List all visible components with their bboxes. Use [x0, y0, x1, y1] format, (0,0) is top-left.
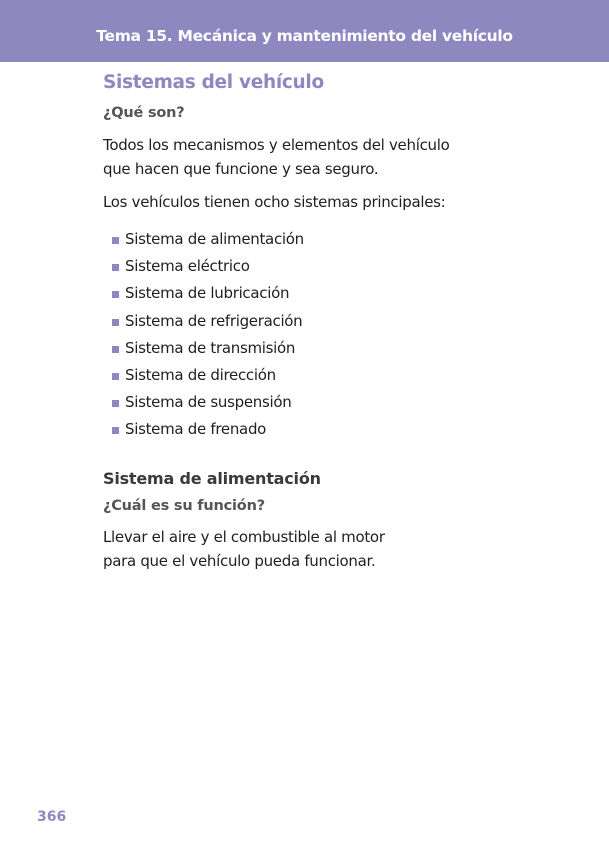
list-item [112, 339, 304, 366]
header-band [0, 0, 609, 62]
list-item [112, 420, 304, 447]
section-answer-line: Todos los mecanismos y elementos del vehículo [103, 136, 450, 154]
subsection-answer [103, 525, 385, 573]
list-item-label: Sistema de transmisión [125, 338, 296, 357]
subsection-title: Sistema de alimentación [103, 469, 321, 488]
section-answer-line: que hacen que funcione y sea seguro. [103, 160, 379, 178]
list-item [112, 284, 304, 311]
list-item-label: Sistema de dirección [125, 365, 276, 384]
list-item-label: Sistema eléctrico [125, 257, 250, 276]
systems-intro: Los vehículos tienen ocho sistemas principales: [103, 193, 446, 211]
list-item [112, 312, 304, 339]
section-question: ¿Qué son? [103, 105, 185, 121]
subsection-question: ¿Cuál es su función? [103, 498, 265, 514]
list-item-label: Sistema de alimentación [125, 230, 304, 248]
list-item [112, 257, 304, 284]
list-item-label: Sistema de refrigeración [125, 311, 303, 330]
square-bullet-icon [112, 373, 119, 380]
square-bullet-icon [112, 427, 119, 434]
page-number: 366 [37, 809, 67, 825]
chapter-title: Tema 15. Mecánica y mantenimiento del vehículo [96, 27, 513, 45]
square-bullet-icon [112, 291, 119, 298]
list-item-label: Sistema de suspensión [125, 393, 292, 412]
square-bullet-icon [112, 264, 119, 271]
subsection-answer-line: para que el vehículo pueda funcionar. [103, 552, 376, 570]
square-bullet-icon [112, 346, 119, 353]
list-item [112, 393, 304, 420]
list-item [112, 366, 304, 393]
list-item-label: Sistema de frenado [125, 420, 267, 439]
section-answer [103, 133, 449, 181]
systems-list [112, 230, 304, 448]
square-bullet-icon [112, 237, 119, 244]
square-bullet-icon [112, 319, 119, 326]
list-item [112, 230, 304, 257]
subsection-answer-line: Llevar el aire y el combustible al motor [103, 528, 385, 546]
square-bullet-icon [112, 400, 119, 407]
list-item-label: Sistema de lubricación [125, 284, 290, 303]
section-title: Sistemas del vehículo [103, 72, 324, 93]
